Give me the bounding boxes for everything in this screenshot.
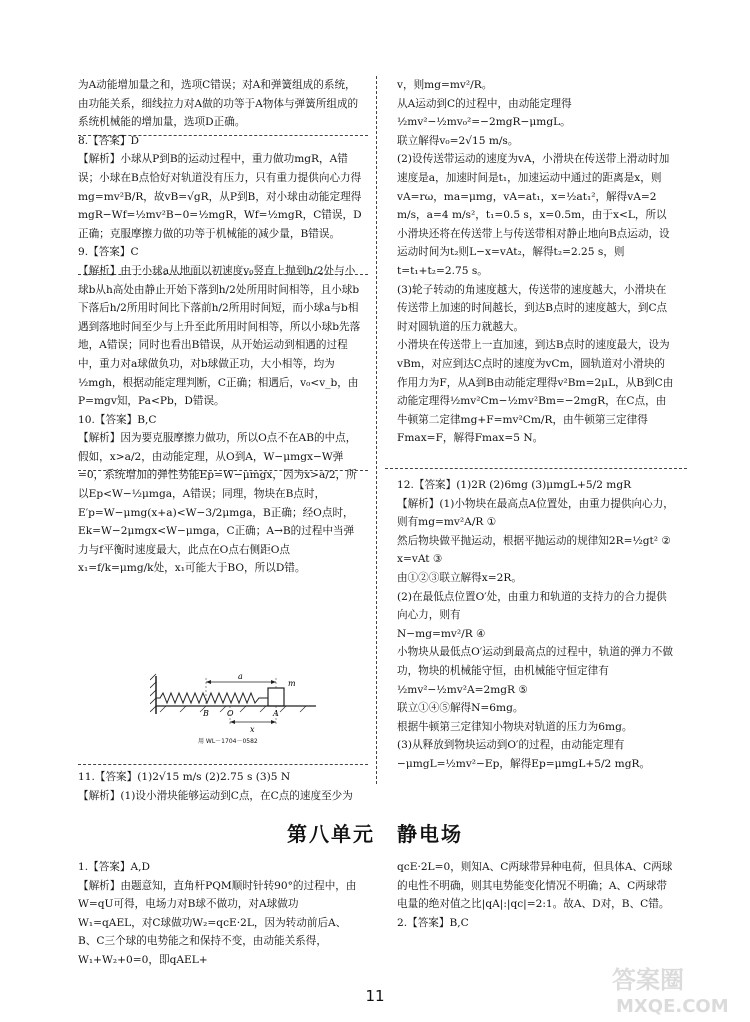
label-x: x bbox=[250, 725, 255, 734]
figure-caption: 用 WL－1704－0582 bbox=[198, 738, 258, 745]
section-divider bbox=[78, 470, 368, 471]
paragraph: 从A运动到C的过程中，由动能定理得 bbox=[397, 97, 572, 110]
paragraph: (2)在最低点位置O′处，由重力和轨道的支持力的合力提供向心力，则有 bbox=[397, 590, 667, 622]
section-divider bbox=[78, 764, 368, 765]
label-B: B bbox=[203, 709, 209, 718]
paragraph: 8.【答案】D bbox=[78, 134, 139, 147]
paragraph: 然后物块做平抛运动，根据平抛运动的规律知2R=½gt² ② bbox=[397, 534, 671, 547]
paragraph: 9.【答案】C bbox=[78, 246, 139, 259]
left-column-top bbox=[78, 76, 362, 578]
paragraph: 为A动能增加量之和，选项C错误；对A和弹簧组成的系统，由功能关系，细线拉力对A做的功等于A物体与弹簧所组成的系统机械能的增加量，选项D正确。 bbox=[78, 79, 359, 129]
section-divider bbox=[78, 274, 368, 275]
paragraph: (3)轮子转动的角速度越大，传送带的速度越大，小滑块在传送带上加速的时间越长，到达B点时的速度越大，到C点时对圆轨道的压力就越大。 bbox=[397, 283, 668, 333]
right-column-q12 bbox=[397, 476, 675, 774]
paragraph: 联立①④⑤解得N=6mg。 bbox=[397, 702, 524, 715]
paragraph: 【解析】由于小球a从地面以初速度v₀竖直上抛到h/2处与小球b从h高处由静止开始下落到h/2处所用时间相等，且小球b下落后h/2所用时间比下落前h/2所用时间短，而小球a与b相遇到落地时间至少与上升至此所用时间相等，所以小球b先落地，A错误；同时也看出B错误，从开始运动到相遇的过程中，重力对a球做负功，对b球做正功，大小相等，均为½mgh，根据动能定理判断，C正确；相遇后，v₀<v_b，由P=mgv知，Pa<Pb，D错误。 bbox=[78, 264, 361, 408]
paragraph: 小滑块在传送带上一直加速，到达B点时的速度最大，设为vBm，对应到达C点时的速度为vCm，圆轨道对小滑块的作用力为F，从A到B由动能定理得v²Bm=2μL，从B到C由动能定理得½mv²Cm−½mv²Bm=−2mgR，在C点，由牛顿第二定律mg+F=mv²Cm/R，由牛顿第三定律得Fmax=F，解得Fmax=5 N。 bbox=[397, 339, 674, 445]
paragraph: 11.【答案】(1)2√15 m/s (2)2.75 s (3)5 N bbox=[78, 771, 291, 783]
paragraph: 2.【答案】B,C bbox=[397, 916, 469, 929]
label-m: m bbox=[288, 679, 296, 688]
page-number: 11 bbox=[365, 987, 385, 1005]
svg-text:MXQE.COM: MXQE.COM bbox=[616, 996, 729, 1017]
right-column-bottom bbox=[397, 858, 675, 932]
label-A: A bbox=[273, 709, 279, 718]
paragraph: qcE·2L=0，则知A、C两球带异种电荷，但具体A、C两球的电性不明确，则其电势能变化情况不明确；A、C两球带电量的绝对值之比|qA|:|qc|=2:1。故A、D对，B、C错。 bbox=[397, 861, 673, 911]
paragraph: 【解析】小球从P到B的运动过程中，重力做功mgR，A错误；小球在B点恰好对轨道没有压力，只有重力提供向心力得mg=mv²B/R，故vB=√gR，从P到B，对小球由动能定理得mgR−Wf=½mv²B−0=½mgR，Wf=½mgR，C错误，D正确；克服摩擦力做的功等于机械能的减少量，B错误。 bbox=[78, 153, 362, 240]
paragraph: 12.【答案】(1)2R (2)6mg (3)μmgL+5/2 mgR bbox=[397, 479, 632, 491]
column-divider bbox=[376, 76, 377, 784]
right-column-top bbox=[397, 76, 675, 448]
paragraph: 【解析】由题意知，直角杆PQM顺时针转90°的过程中，由W=qU可得，电场力对B球不做功，对A球做功W₁=qAEL，对C球做功W₂=qcE·2L，因为转动前后A、B、C三个球的电势能之和保持不变，由动能关系得，W₁+W₂+0=0，即qAEL+ bbox=[78, 879, 357, 966]
paragraph: (2)设传送带运动的速度为vA，小滑块在传送带上滑动时加速度是a，加速时间是t₁，加速运动中通过的距离是x，则vA=rω，ma=μmg，vA=at₁，x=½at₁²，解得vA=2 m/s，a=4 m/s²，t₁=0.5 s，x=0.5m，由于x<L，所以小滑块还将在传送带上与传送带相对静止地向B点运动，设运动时间为t₂则L−x=vAt₂，解得t₂=2.25 s，则t=t₁+t₂=2.75 s。 bbox=[397, 153, 670, 277]
watermark-logo bbox=[608, 958, 738, 1018]
paragraph: 1.【答案】A,D bbox=[78, 861, 150, 873]
svg-text:答案圈: 答案圈 bbox=[612, 966, 684, 994]
left-column-bottom bbox=[78, 858, 362, 970]
paragraph: 【解析】(1)设小滑块能够运动到C点，在C点的速度至少为 bbox=[78, 789, 353, 802]
paragraph: 根据牛顿第三定律知小物块对轨道的压力为6mg。 bbox=[397, 720, 633, 733]
paragraph: v，则mg=mv²/R。 bbox=[397, 79, 493, 91]
paragraph: ½mv²−½mv₀²=−2mgR−μmgL。 bbox=[397, 116, 571, 129]
unit-title: 第八单元 静电场 bbox=[287, 822, 463, 846]
paragraph: 联立解得v₀=2√15 m/s。 bbox=[397, 134, 519, 147]
paragraph: 10.【答案】B,C bbox=[78, 413, 157, 426]
left-column-q11 bbox=[78, 768, 362, 805]
paragraph: 由①②③联立解得x=2R。 bbox=[397, 571, 522, 584]
paragraph: 【解析】(1)小物块在最高点A位置处，由重力提供向心力，则有mg=mv²A/R ① bbox=[397, 497, 674, 529]
label-O: O bbox=[227, 709, 234, 718]
section-divider bbox=[385, 468, 687, 469]
paragraph: 小物块从最低点O′运动到最高点的过程中，轨道的弹力不做功，物块的机械能守恒，由机械能守恒定律有½mv²−½mv²A=2mgR ⑤ bbox=[397, 646, 673, 696]
paragraph: 【解析】因为要克服摩擦力做功，所以O点不在AB的中点，假如，x>a/2，由动能定理，从O到A，W−μmgx−W弹=0，系统增加的弹性势能Ep=W−μmgx，因为x>a/2，所以Ep<W−½μmga，A错误；同理，物块在B点时，E′p=W−μmg(x+a)<W−3/2μmga，B正确；经O点时，Ek=W−2μmgx<W−μmga，C正确；A→B的过程中当弹力与f平衡时速度最大，此点在O点右侧距O点x₁=f/k=μmg/k处，x₁可能大于BO，所以D错。 bbox=[78, 432, 357, 575]
paragraph: (3)从释放到物块运动到O′的过程，由动能定理有−μmgL=½mv²−Ep，解得Ep=μmgL+5/2 mgR。 bbox=[397, 739, 651, 770]
label-a: a bbox=[238, 672, 243, 681]
paragraph: x=vAt ③ bbox=[397, 553, 443, 566]
section-divider bbox=[78, 135, 368, 136]
paragraph: N−mg=mv²/R ④ bbox=[397, 627, 486, 640]
